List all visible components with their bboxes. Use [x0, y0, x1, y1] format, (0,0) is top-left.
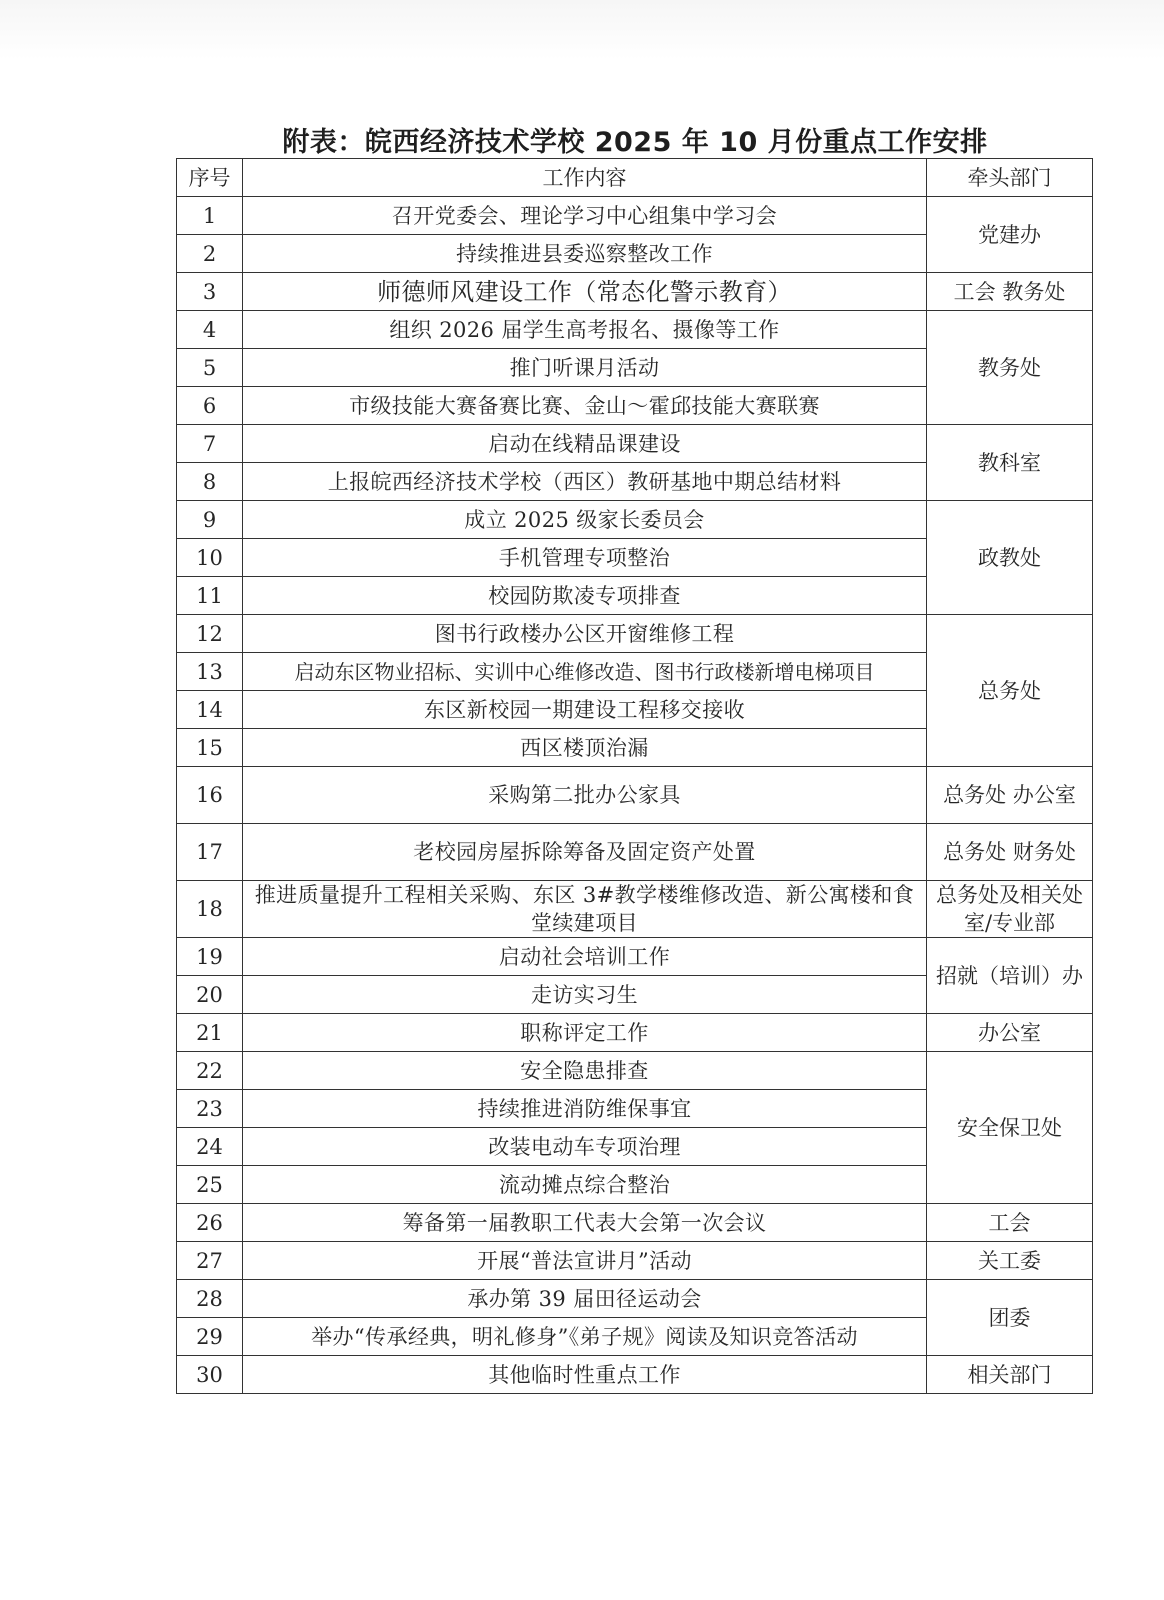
header-dept: 牵头部门 [927, 159, 1093, 197]
table-row [177, 767, 1093, 824]
row-no: 27 [177, 1242, 243, 1280]
row-task: 市级技能大赛备赛比赛、金山～霍邱技能大赛联赛 [243, 387, 927, 425]
row-no: 29 [177, 1318, 243, 1356]
row-dept: 教科室 [927, 425, 1093, 501]
row-task: 改装电动车专项治理 [243, 1128, 927, 1166]
row-dept: 相关部门 [927, 1356, 1093, 1394]
row-no: 15 [177, 729, 243, 767]
row-dept: 团委 [927, 1280, 1093, 1356]
table-row [177, 425, 1093, 463]
table-row [177, 615, 1093, 653]
row-no: 5 [177, 349, 243, 387]
row-task: 流动摊点综合整治 [243, 1166, 927, 1204]
row-dept: 工会 [927, 1204, 1093, 1242]
row-dept: 关工委 [927, 1242, 1093, 1280]
row-no: 11 [177, 577, 243, 615]
table-row [177, 273, 1093, 311]
row-task: 走访实习生 [243, 976, 927, 1014]
table-row [177, 938, 1093, 976]
document-title: 附表：皖西经济技术学校 2025 年 10 月份重点工作安排 [282, 127, 988, 158]
row-dept: 政教处 [927, 501, 1093, 615]
row-task: 图书行政楼办公区开窗维修工程 [243, 615, 927, 653]
row-task: 启动东区物业招标、实训中心维修改造、图书行政楼新增电梯项目 [243, 653, 927, 691]
row-no: 3 [177, 273, 243, 311]
header-no: 序号 [177, 159, 243, 197]
row-no: 4 [177, 311, 243, 349]
row-dept: 工会 教务处 [927, 273, 1093, 311]
row-no: 24 [177, 1128, 243, 1166]
row-task: 老校园房屋拆除筹备及固定资产处置 [243, 824, 927, 881]
row-task: 持续推进县委巡察整改工作 [243, 235, 927, 273]
row-no: 14 [177, 691, 243, 729]
table-row [177, 1356, 1093, 1394]
row-dept: 招就（培训）办 [927, 938, 1093, 1014]
table-row [177, 501, 1093, 539]
row-no: 12 [177, 615, 243, 653]
row-task: 组织 2026 届学生高考报名、摄像等工作 [243, 311, 927, 349]
row-dept: 党建办 [927, 197, 1093, 273]
row-no: 30 [177, 1356, 243, 1394]
row-task: 举办“传承经典，明礼修身”《弟子规》阅读及知识竞答活动 [243, 1318, 927, 1356]
table-row [177, 1052, 1093, 1090]
row-dept: 安全保卫处 [927, 1052, 1093, 1204]
row-task: 推门听课月活动 [243, 349, 927, 387]
row-task: 推进质量提升工程相关采购、东区 3#教学楼维修改造、新公寓楼和食堂续建项目 [243, 881, 927, 938]
row-dept: 总务处 办公室 [927, 767, 1093, 824]
row-task: 承办第 39 届田径运动会 [243, 1280, 927, 1318]
row-task: 持续推进消防维保事宜 [243, 1090, 927, 1128]
row-dept: 办公室 [927, 1014, 1093, 1052]
row-no: 9 [177, 501, 243, 539]
row-task: 职称评定工作 [243, 1014, 927, 1052]
row-task: 安全隐患排查 [243, 1052, 927, 1090]
row-no: 19 [177, 938, 243, 976]
table-header-row [177, 159, 1093, 197]
row-task: 东区新校园一期建设工程移交接收 [243, 691, 927, 729]
row-task: 成立 2025 级家长委员会 [243, 501, 927, 539]
row-no: 21 [177, 1014, 243, 1052]
work-plan-table [176, 158, 1093, 1394]
row-no: 13 [177, 653, 243, 691]
row-task: 召开党委会、理论学习中心组集中学习会 [243, 197, 927, 235]
table-row [177, 881, 1093, 938]
row-no: 7 [177, 425, 243, 463]
row-no: 8 [177, 463, 243, 501]
row-task: 启动在线精品课建设 [243, 425, 927, 463]
row-no: 28 [177, 1280, 243, 1318]
row-task: 师德师风建设工作（常态化警示教育） [243, 273, 927, 311]
table-row [177, 1280, 1093, 1318]
row-task: 开展“普法宣讲月”活动 [243, 1242, 927, 1280]
row-no: 16 [177, 767, 243, 824]
row-task: 西区楼顶治漏 [243, 729, 927, 767]
row-no: 23 [177, 1090, 243, 1128]
row-task: 其他临时性重点工作 [243, 1356, 927, 1394]
header-task: 工作内容 [243, 159, 927, 197]
row-task: 上报皖西经济技术学校（西区）教研基地中期总结材料 [243, 463, 927, 501]
row-task: 筹备第一届教职工代表大会第一次会议 [243, 1204, 927, 1242]
row-dept: 总务处 财务处 [927, 824, 1093, 881]
table-row [177, 197, 1093, 235]
row-dept: 教务处 [927, 311, 1093, 425]
row-task: 手机管理专项整治 [243, 539, 927, 577]
row-no: 26 [177, 1204, 243, 1242]
table-row [177, 824, 1093, 881]
table-row [177, 1204, 1093, 1242]
row-no: 22 [177, 1052, 243, 1090]
row-task: 启动社会培训工作 [243, 938, 927, 976]
row-task: 校园防欺凌专项排查 [243, 577, 927, 615]
row-dept: 总务处 [927, 615, 1093, 767]
row-task: 采购第二批办公家具 [243, 767, 927, 824]
table-row [177, 1014, 1093, 1052]
row-no: 1 [177, 197, 243, 235]
row-dept: 总务处及相关处室/专业部 [927, 881, 1093, 938]
row-no: 6 [177, 387, 243, 425]
table-row [177, 311, 1093, 349]
row-no: 2 [177, 235, 243, 273]
row-no: 20 [177, 976, 243, 1014]
row-no: 18 [177, 881, 243, 938]
row-no: 25 [177, 1166, 243, 1204]
row-no: 10 [177, 539, 243, 577]
table-row [177, 1242, 1093, 1280]
row-no: 17 [177, 824, 243, 881]
